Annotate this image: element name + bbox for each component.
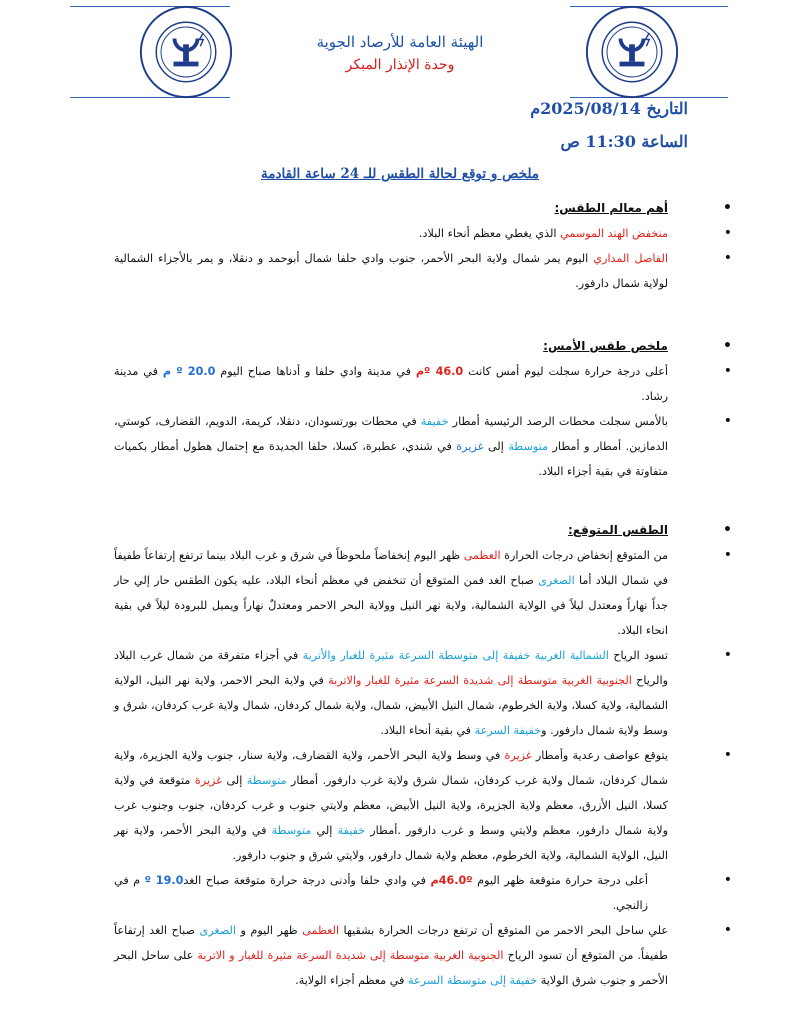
section-heading-expected: • الطقس المتوقع: [114, 518, 686, 543]
text-run: في معظم أجزاء الولاية. [295, 974, 408, 987]
highlight-blue: خفيفة السرعة [474, 724, 542, 737]
text-run: في بقية أنحاء البلاد. [380, 724, 475, 737]
min-temp-value: º 20.0 م [162, 365, 216, 378]
text-run: يتوقع عواصف رعدية وأمطار [531, 749, 668, 762]
section-spacer [114, 484, 686, 518]
report-title-text: ملخص و توقع لحالة الطقس للـ 24 ساعة القادمة [260, 166, 540, 182]
text-run: م في زالنجي. [114, 874, 648, 912]
highlight-red: العظمى [463, 549, 501, 562]
highlight-red: الجنوبية الغربية متوسطة إلى شديدة السرعة مثيرة للغبار و الاتربة [197, 949, 504, 962]
highlight-blue: خفيفة [337, 824, 366, 837]
highlight-blue: متوسطة [271, 824, 312, 837]
max-temp-value: 46.0ºم [430, 874, 473, 887]
min-temp-value: 19.0 º [144, 874, 184, 887]
text-run: في شندي، عطبرة، كسلا، حلفا الجديدة مع إحتمال هطول أمطار بكميات متفاوتة في بقية أجزاء البلاد. [114, 440, 668, 478]
highlight-blue: خفيفة إلى متوسطة السرعة [407, 974, 538, 987]
section-heading-yesterday: • ملخص طقس الأمس: [114, 334, 686, 359]
highlight-red: غزيرة [504, 749, 532, 762]
text-run: إلى [483, 440, 509, 453]
org-name: الهيئة العامة للأرصاد الجوية [316, 33, 484, 51]
unit-name: وحدة الإنذار المبكر [345, 57, 455, 73]
features-item [114, 246, 686, 296]
highlight-blue: الصغرى [199, 924, 237, 937]
yesterday-item [114, 409, 686, 484]
header-organization [0, 32, 800, 76]
text-run: في مدينة رشاد. [114, 365, 668, 403]
text-run: على ساحل البحر الأحمر و جنوب شرق الولاية [114, 949, 668, 987]
text-run: صباح الغد فمن المتوقع أن تنخفض في معظم أنحاء البلاد، عليه يكون الطقس حار إلي حار جداً نهاراً ومعتدل ليلاً في الولاية الشمالية، ولاية نهر النيل وولاية البحر الاحمر ومعتدلٌ نهاراً ويميل للبرودة ليلاً في بقية انحاء البلاد. [114, 574, 668, 637]
highlight-blue: غزيرة [456, 440, 484, 453]
text-run: متوقعة في ولاية كسلا، النيل الأزرق، معظم ولاية الجزيرة، ولاية النيل الأبيض، معظم ولايتي جنوب و غرب كردفان، جنوب وجنوب غرب ولاية شمال دارفور، معظم ولايتي وسط و غرب دارفور .أمطار [114, 774, 668, 837]
text-run: في وسط ولاية البحر الأحمر، ولاية القضارف، ولاية سنار، جنوب ولاية الجزيرة، ولاية شمال كردفان، شمال ولاية غرب كردفان، شمال شرق ولاية غرب دارفور. أمطار [114, 749, 668, 787]
section-spacer [114, 296, 686, 334]
text-run: إلى [222, 774, 247, 787]
text-run: في ولاية البحر الأحمر، ولاية نهر النيل، الولاية الشمالية، ولاية الخرطوم، معظم ولاية شمال دارفور، ولايتي شرق و جنوب دارفور. [114, 824, 668, 862]
text-run: في وادي حلفا وأدنى درجة حرارة متوقعة صباح الغد [183, 874, 431, 887]
highlight-red: منخفض الهند الموسمي [560, 227, 668, 240]
text-run: الذي يغطي معظم أنحاء البلاد. [418, 227, 561, 240]
text-run: ظهر اليوم إنخفاضاً ملحوظاً في شرق و غرب البلاد بينما ترتفع إرتفاعاً طفيفاً في شمال البلاد أما [114, 549, 668, 587]
text-run: في محطات بورتسودان، دنقلا، كريمة، الدويم، القضارف، كوستي، الدمازين. أمطار و أمطار [114, 415, 668, 453]
text-run: في مدينة وادي حلفا و أدناها صباح اليوم [215, 365, 416, 378]
highlight-red: الفاصل المداري [593, 252, 668, 265]
expected-item [114, 543, 686, 643]
text-run: صباح الغد إرتفاعاً طفيفاً. من المتوقع أن تسود الرياح [114, 924, 668, 962]
yesterday-item [114, 359, 686, 409]
text-run: إلي [311, 824, 338, 837]
expected-item [114, 868, 686, 918]
text-run: من المتوقع إنخفاض درجات الحرارة [500, 549, 668, 562]
text-run: علي ساحل البحر الاحمر من المتوقع أن ترتفع درجات الحرارة بشقيها [339, 924, 668, 937]
highlight-blue: الصغرى [538, 574, 575, 587]
text-run: اليوم يمر شمال ولاية البحر الأحمر، جنوب وادي حلفا شمال أبوحمد و دنقلا، و يمر بالأجزاء الشمالية لولاية شمال دارفور. [114, 252, 668, 290]
highlight-blue: متوسطة [246, 774, 287, 787]
text-run: تسود الرياح [608, 649, 669, 662]
text-run: ظهر اليوم و [236, 924, 303, 937]
section-heading-features: • أهم معالم الطقس: [114, 196, 686, 221]
report-body [114, 196, 686, 993]
text-run: أعلى درجة حرارة متوقعة ظهر اليوم [472, 874, 648, 887]
highlight-red: الجنوبية الغربية متوسطة إلى شديدة السرعة مثيرة للغبار والاتربة [328, 674, 632, 687]
text-run: في ولاية البحر الاحمر، ولاية نهر النيل، الولاية الشمالية، ولاية كسلا، ولاية الخرطوم، شمال النيل الأبيض، شمال، ولاية شمال كردفان، شمال ولاية غرب كردفان، شرق و وسط ولاية شمال دارفور. و [114, 674, 668, 737]
report-title [0, 166, 800, 182]
highlight-blue: متوسطة [508, 440, 549, 453]
max-temp-value: 46.0 ºم [415, 365, 464, 378]
report-time: الساعة 11:30 ص [560, 132, 688, 151]
expected-item [114, 643, 686, 743]
expected-item [114, 918, 686, 993]
highlight-blue: الشمالية الغربية خفيفة إلى متوسطة السرعة مثيرة للغبار والأتربة [302, 649, 609, 662]
text-run: بالأمس سجلت محطات الرصد الرئيسية أمطار [448, 415, 669, 428]
features-item [114, 221, 686, 246]
text-run: أعلى درجة حرارة سجلت ليوم أمس كانت [463, 365, 668, 378]
text-run: في أجزاء متفرقة من شمال غرب البلاد والرياح [114, 649, 668, 687]
report-date: التاريخ 2025/08/14م [530, 99, 688, 118]
highlight-red: غزيرة [194, 774, 222, 787]
highlight-red: العظمى [302, 924, 340, 937]
highlight-blue: خفيفة [420, 415, 449, 428]
expected-item [114, 743, 686, 868]
